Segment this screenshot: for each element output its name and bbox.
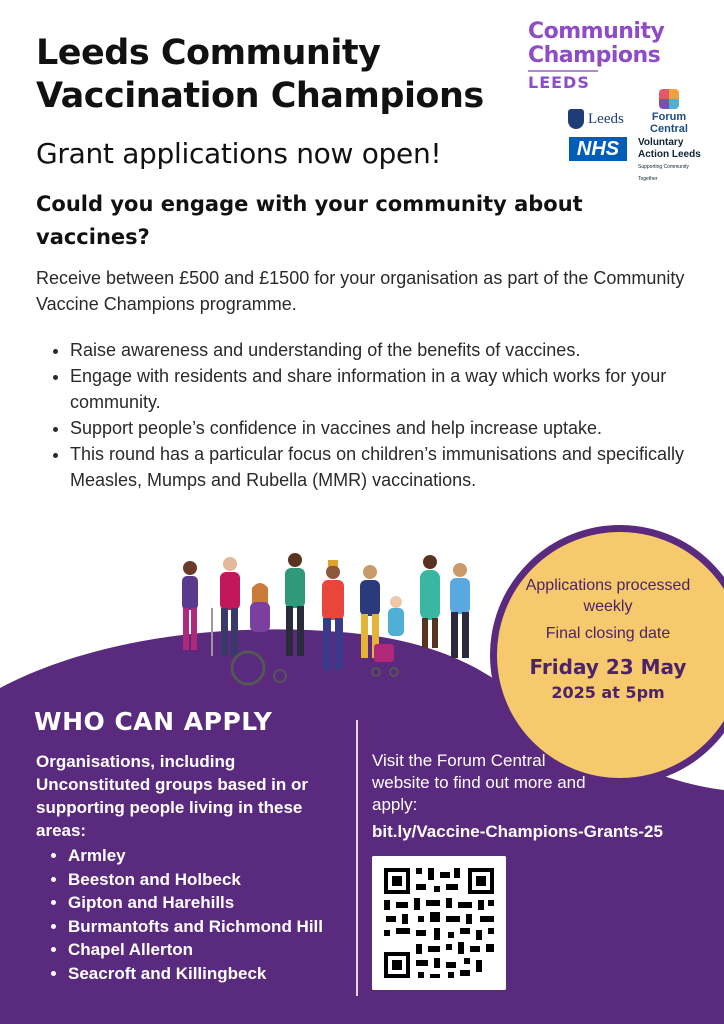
leeds-city-council-label: Leeds: [588, 110, 624, 127]
person-8: [420, 555, 440, 648]
benefits-list: [46, 337, 710, 493]
area-item: • Burmantofts and Richmond Hill: [68, 915, 323, 939]
community-champions-logo: [528, 20, 708, 92]
processing-note: Applications processed weekly: [525, 577, 691, 615]
nhs-logo: NHS: [569, 137, 627, 161]
leeds-city-council-logo: [568, 109, 624, 129]
community-people-illustration: [168, 548, 478, 693]
benefit-item: • Raise awareness and understanding of the benefits of vaccines.: [70, 337, 710, 363]
eligibility-text: Organisations, including Unconstituted groups based in or supporting people living in these areas:: [36, 752, 309, 840]
voluntary-action-tagline: Supporting Community Together: [638, 164, 689, 182]
person-9: [450, 563, 470, 658]
column-divider: [356, 720, 358, 996]
visit-website-text: Visit the Forum Central website to find out more and apply:: [372, 751, 586, 814]
qr-code[interactable]: [372, 856, 506, 990]
person-1: [182, 561, 198, 650]
area-item: • Beeston and Holbeck: [68, 868, 323, 892]
engagement-question: Could you engage with your community about vaccines?: [36, 192, 583, 249]
area-item: • Chapel Allerton: [68, 938, 323, 962]
person-4: [285, 553, 305, 656]
area-item: • Armley: [68, 844, 323, 868]
poster-subtitle: Grant applications now open!: [36, 137, 442, 170]
eligible-areas-list: [44, 844, 323, 985]
closing-date: Friday 23 May: [529, 655, 687, 679]
who-can-apply-heading: WHO CAN APPLY: [34, 707, 273, 736]
grant-amount-text: Receive between £500 and £1500 for your organisation as part of the Community Vaccine Champions programme.: [36, 268, 685, 314]
poster-title: Leeds Community Vaccination Champions: [36, 33, 484, 116]
deadline-info: [510, 575, 706, 702]
person-2: [212, 557, 240, 656]
benefit-item: • Engage with residents and share information in a way which works for your community.: [70, 363, 710, 415]
area-item: • Gipton and Harehills: [68, 891, 323, 915]
voluntary-action-leeds-logo: [638, 137, 706, 185]
leeds-crest-icon: [568, 109, 584, 129]
voluntary-action-label: Voluntary Action Leeds: [638, 137, 701, 160]
closing-date-label: Final closing date: [545, 625, 671, 642]
forum-central-label: Forum Central: [650, 111, 688, 135]
logo-line-2: Champions: [528, 43, 661, 68]
person-5: [322, 560, 344, 670]
application-link[interactable]: bit.ly/Vaccine-Champions-Grants-25: [372, 822, 663, 841]
benefit-item: • This round has a particular focus on children’s immunisations and specifically Measles, Mumps and Rubella (MMR) vaccinations.: [70, 441, 710, 493]
closing-time: 2025 at 5pm: [551, 683, 665, 702]
logo-line-1: Community: [528, 19, 665, 44]
forum-central-mark-icon: [659, 89, 679, 109]
person-wheelchair: [232, 583, 286, 684]
area-item: • Seacroft and Killingbeck: [68, 962, 323, 986]
benefit-item: • Support people’s confidence in vaccines and help increase uptake.: [70, 415, 710, 441]
forum-central-logo: [645, 89, 693, 135]
logo-city: LEEDS: [528, 70, 598, 92]
